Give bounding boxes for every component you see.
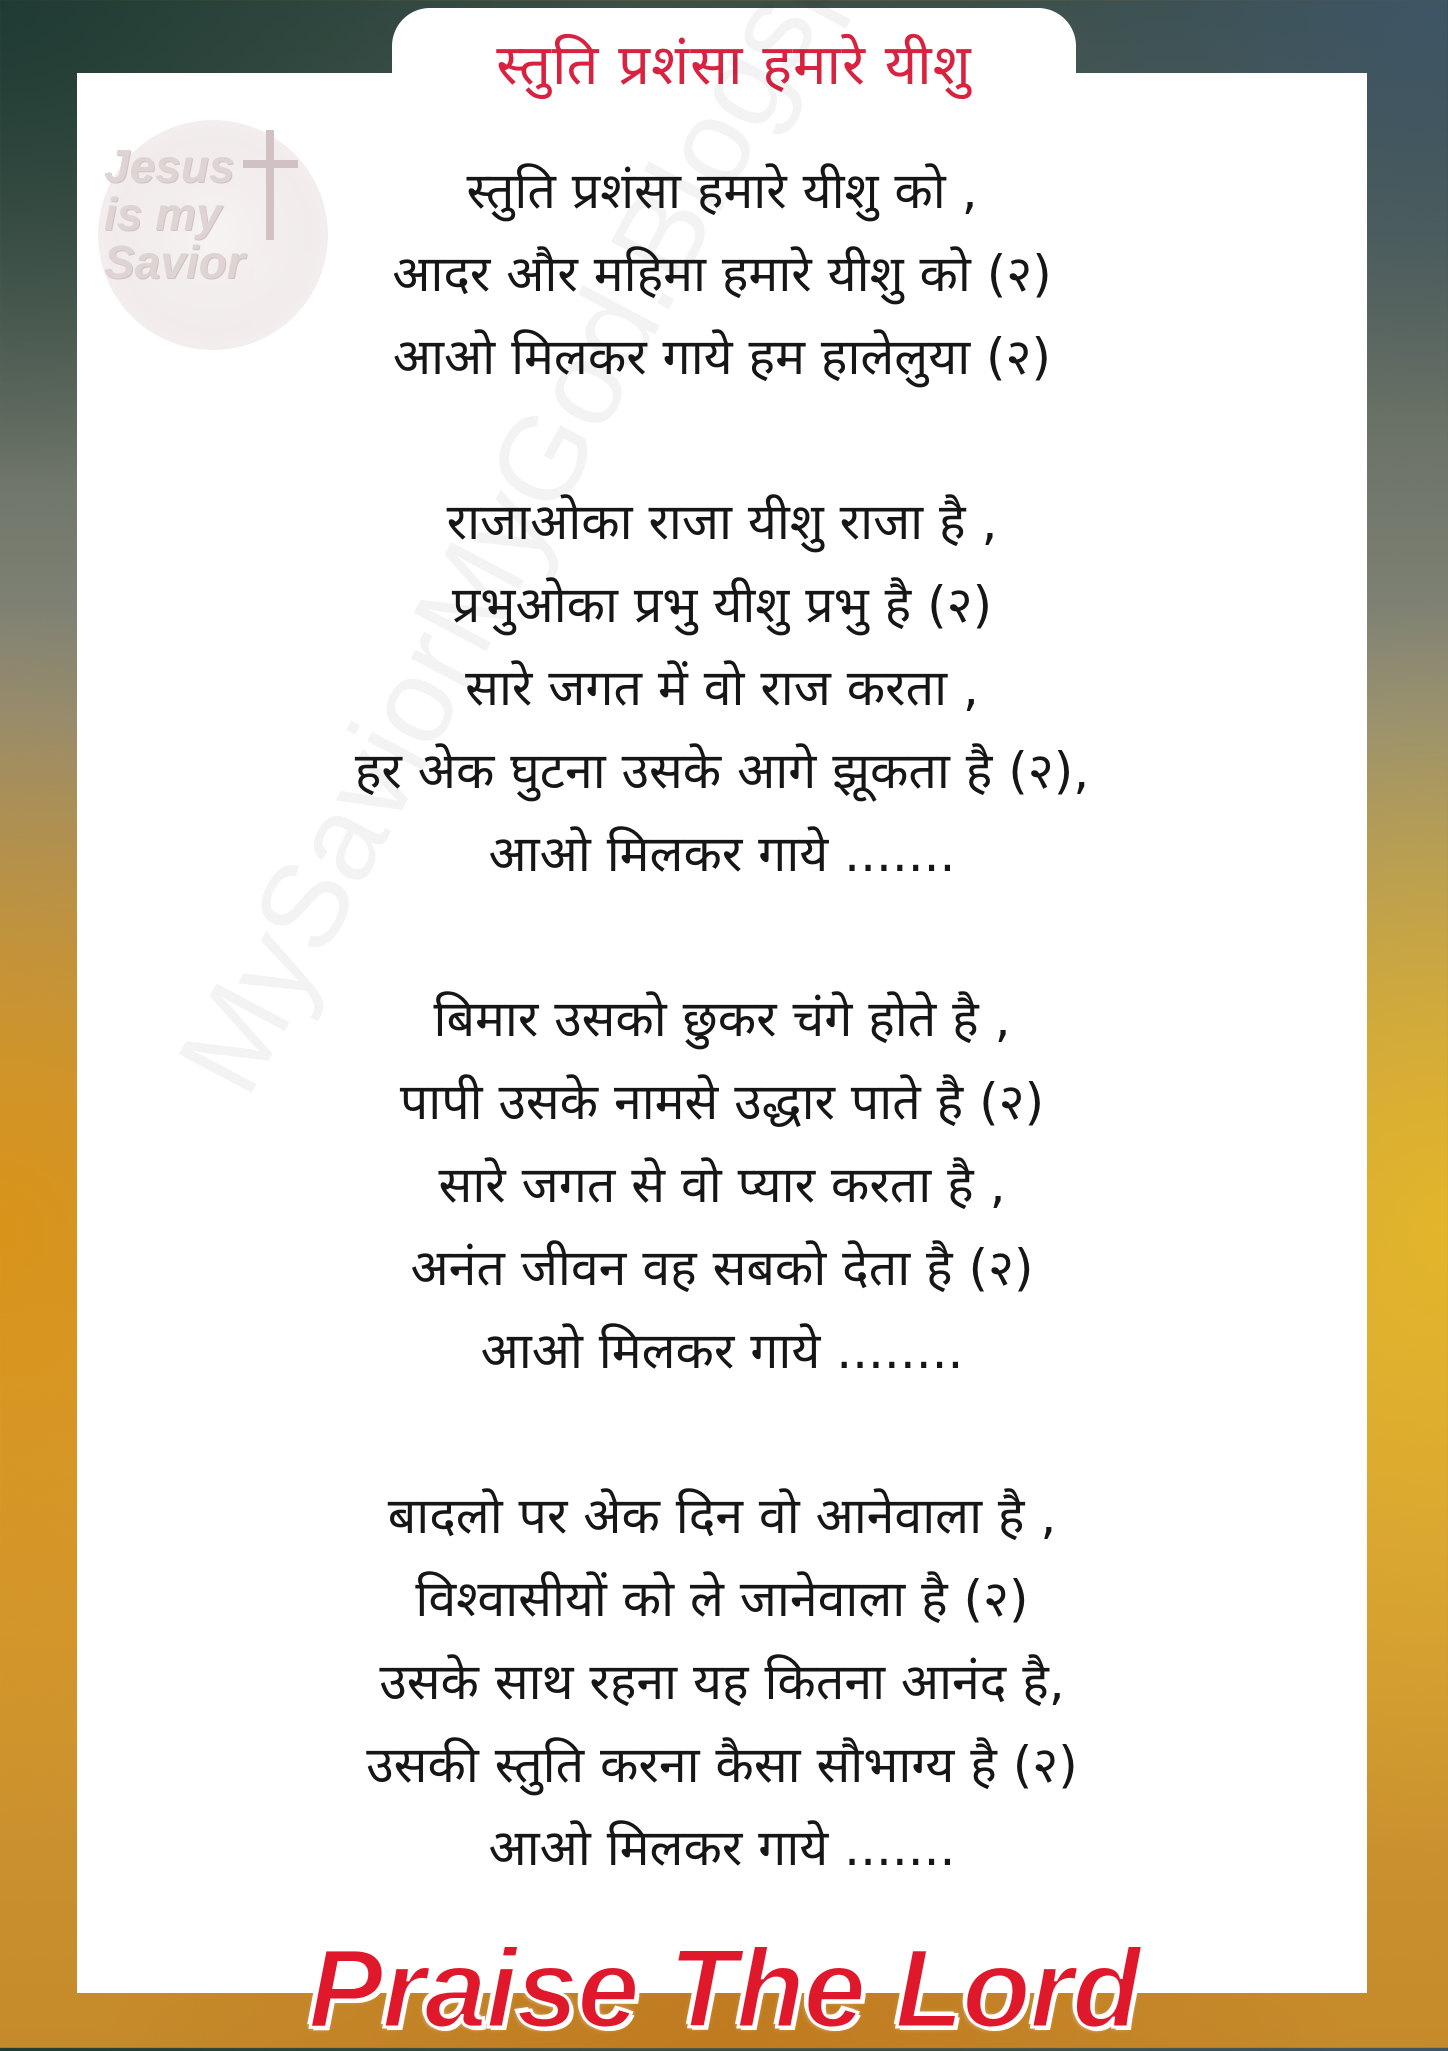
footer-banner: Praise The Lord xyxy=(308,1926,1140,2051)
lyric-line: आओ मिलकर गाये ....... xyxy=(488,825,956,883)
lyric-line: उसकी स्तुति करना कैसा सौभाग्य है (२) xyxy=(366,1736,1078,1794)
lyric-line: बिमार उसको छुकर चंगे होते है , xyxy=(433,990,1011,1048)
lyric-line: आओ मिलकर गाये ........ xyxy=(480,1322,964,1380)
logo-text-line1: Jesus xyxy=(104,140,235,192)
logo-text-line2: is my xyxy=(104,188,222,240)
lyric-line: पापी उसके नामसे उद्धार पाते है (२) xyxy=(399,1073,1045,1131)
lyric-line: अनंत जीवन वह सबको देता है (२) xyxy=(410,1239,1034,1297)
lyric-line: बादलो पर अेक दिन वो आनेवाला है , xyxy=(387,1487,1057,1545)
lyric-line: आओ मिलकर गाये हम हालेलुया (२) xyxy=(392,328,1052,386)
lyric-line: सारे जगत में वो राज करता , xyxy=(465,659,979,717)
lyric-line: हर अेक घुटना उसके आगे झूकता है (२), xyxy=(354,742,1090,800)
lyric-line: उसके साथ रहना यह कितना आनंद है, xyxy=(379,1653,1065,1711)
lyric-line: राजाओका राजा यीशु राजा है , xyxy=(446,493,998,551)
stanza-3 xyxy=(77,978,1367,1393)
stanza-2 xyxy=(77,481,1367,896)
lyric-line: सारे जगत से वो प्यार करता है , xyxy=(438,1156,1006,1214)
stanza-4 xyxy=(77,1475,1367,1890)
song-title: स्तुति प्रशंसा हमारे यीशु xyxy=(496,33,972,98)
lyric-line: आओ मिलकर गाये ....... xyxy=(488,1819,956,1877)
lyric-line: स्तुति प्रशंसा हमारे यीशु को , xyxy=(466,162,978,220)
logo-text-line3: Savior xyxy=(104,236,245,288)
lyrics xyxy=(77,150,1367,1972)
lyric-line: प्रभुओका प्रभु यीशु प्रभु है (२) xyxy=(451,576,993,634)
lyric-line: विश्वासीयों को ले जानेवाला है (२) xyxy=(415,1570,1029,1628)
lyric-line: आदर और महिमा हमारे यीशु को (२) xyxy=(392,245,1052,303)
stanza-1 xyxy=(77,150,1367,399)
title-tab xyxy=(392,8,1076,118)
